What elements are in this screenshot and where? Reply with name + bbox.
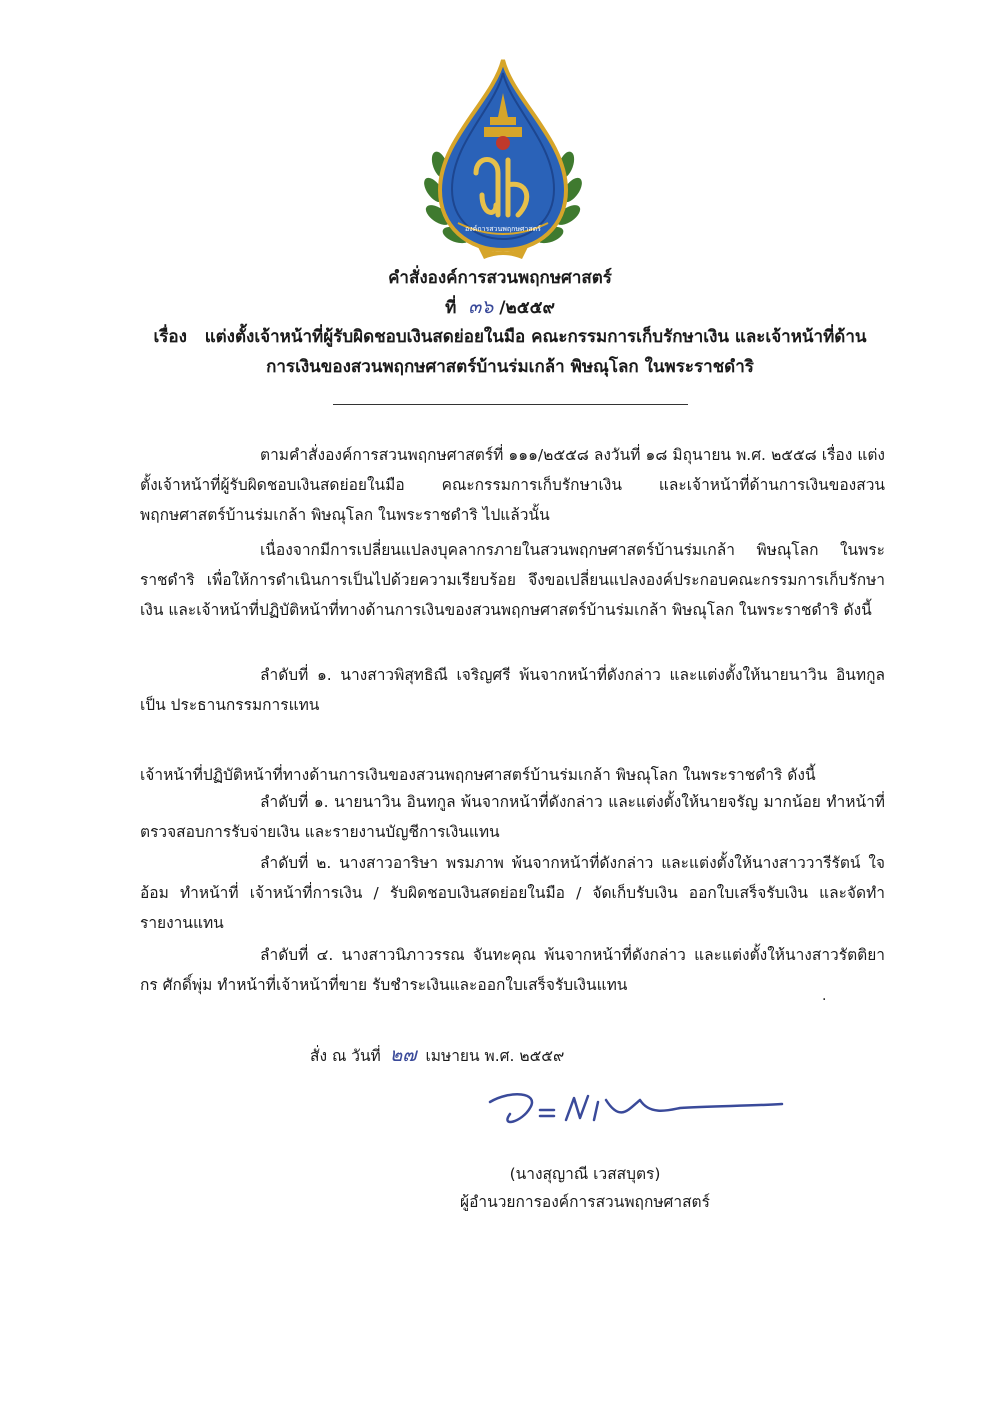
stray-mark: . bbox=[822, 988, 827, 1004]
given-month-year: เมษายน พ.ศ. ๒๕๕๙ bbox=[425, 1047, 565, 1065]
order-number-handwritten: ๓๖ bbox=[468, 296, 494, 318]
finance-change-text-2: ลำดับที่ ๒. นางสาวอาริษา พรมภาพ พ้นจากหน้าที่ดังกล่าว และแต่งตั้งให้นางสาววารีรัตน์ ใจอ้อม ทำหน้าที่ เจ้าหน้าที่การเงิน / รับผิดชอบเงินสดย่อยในมือ / จัดเก็บรับเงิน ออกใบเสร็จรับเงิน และจัดทำรายงานแทน bbox=[140, 854, 885, 932]
finance-change-item-2 bbox=[140, 848, 885, 938]
order-number bbox=[0, 292, 1000, 322]
signer-title: ผู้อำนวยการองค์การสวนพฤกษศาสตร์ bbox=[460, 1193, 710, 1211]
order-year: /๒๕๕๙ bbox=[499, 298, 555, 318]
finance-change-item-4 bbox=[140, 940, 885, 1000]
signer-name: (นางสุญาณี เวสสบุตร) bbox=[509, 1165, 661, 1183]
subject-label: เรื่อง bbox=[153, 327, 187, 347]
given-date bbox=[310, 1040, 564, 1070]
finance-change-item-1 bbox=[140, 787, 885, 847]
committee-change-text: ลำดับที่ ๑. นางสาวพิสุทธิณี เจริญศรี พ้นจากหน้าที่ดังกล่าว และแต่งตั้งให้นายนาวิน อินทกูล เป็น ประธานกรรมการแทน bbox=[140, 666, 885, 714]
finance-change-text-4: ลำดับที่ ๔. นางสาวนิภาวรรณ จันทะคุณ พ้นจากหน้าที่ดังกล่าว และแต่งตั้งให้นางสาวรัตติยากร ศักดิ์พุ่ม ทำหน้าที่เจ้าหน้าที่ขาย รับชำระเงินและออกใบเสร็จรับเงินแทน bbox=[140, 946, 885, 994]
logo-caption: องค์การสวนพฤกษศาสตร์ bbox=[465, 225, 541, 233]
committee-change-item bbox=[140, 660, 885, 720]
given-prefix: สั่ง ณ วันที่ bbox=[310, 1047, 381, 1065]
organization-logo bbox=[418, 55, 588, 260]
divider bbox=[333, 404, 688, 405]
order-subject bbox=[140, 322, 880, 382]
paragraph-reason-text: เนื่องจากมีการเปลี่ยนแปลงบุคลากรภายในสวนพฤกษศาสตร์บ้านร่มเกล้า พิษณุโลก ในพระราชดำริ เพื่อให้การดำเนินการเป็นไปด้วยความเรียบร้อย จึงขอเปลี่ยนแปลงองค์ประกอบคณะกรรมการเก็บรักษาเงิน และเจ้าหน้าที่ปฏิบัติหน้าที่ทางด้านการเงินของสวนพฤกษศาสตร์บ้านร่มเกล้า พิษณุโลก ในพระราชดำริ ดังนี้ bbox=[140, 541, 885, 619]
finance-staff-heading: เจ้าหน้าที่ปฏิบัติหน้าที่ทางด้านการเงินของสวนพฤกษศาสตร์บ้านร่มเกล้า พิษณุโลก ในพระราชดำริ ดังนี้ bbox=[140, 766, 816, 784]
subject-text: แต่งตั้งเจ้าหน้าที่ผู้รับผิดชอบเงินสดย่อยในมือ คณะกรรมการเก็บรักษาเงิน และเจ้าหน้าที่ด้านการเงินของสวนพฤกษศาสตร์บ้านร่มเกล้า พิษณุโลก ในพระราชดำริ bbox=[204, 327, 867, 377]
order-title: คำสั่งองค์การสวนพฤกษศาสตร์ bbox=[388, 268, 612, 288]
paragraph-reference bbox=[140, 440, 885, 530]
signature bbox=[470, 1080, 790, 1140]
finance-change-text-1: ลำดับที่ ๑. นายนาวิน อินทกูล พ้นจากหน้าที่ดังกล่าว และแต่งตั้งให้นายจรัญ มากน้อย ทำหน้าที่ ตรวจสอบการรับจ่ายเงิน และรายงานบัญชีการเงินแทน bbox=[140, 793, 885, 841]
paragraph-reason bbox=[140, 535, 885, 625]
order-prefix: ที่ bbox=[445, 298, 457, 318]
paragraph-reference-text: ตามคำสั่งองค์การสวนพฤกษศาสตร์ที่ ๑๑๑/๒๕๕๘ ลงวันที่ ๑๘ มิถุนายน พ.ศ. ๒๕๕๘ เรื่อง แต่งตั้งเจ้าหน้าที่ผู้รับผิดชอบเงินสดย่อยในมือ คณะกรรมการเก็บรักษาเงิน และเจ้าหน้าที่ด้านการเงินของสวนพฤกษศาสตร์บ้านร่มเกล้า พิษณุโลก ในพระราชดำริ ไปแล้วนั้น bbox=[140, 446, 885, 524]
given-day-handwritten: ๒๗ bbox=[389, 1044, 417, 1066]
